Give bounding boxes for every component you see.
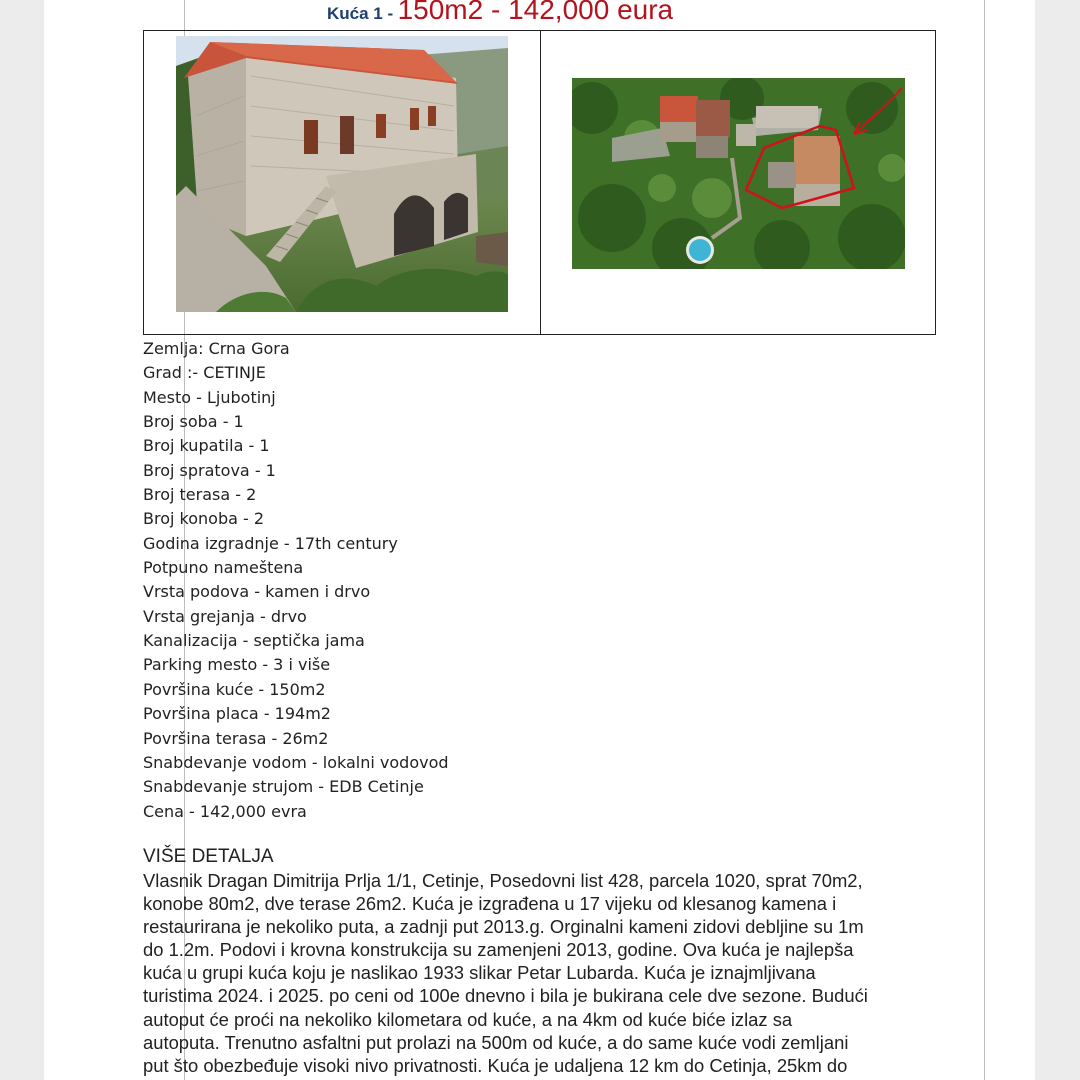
paragraph-line: restaurirana je nekoliko puta, a zadnji put 2013.g. Orginalni kameni zidovi debljine su 1m	[143, 916, 864, 938]
more-details-heading: VIŠE DETALJA	[143, 846, 274, 867]
paragraph-line: autoput će proći na nekoliko kilometara od kuće, a na 4km od kuće biće izlaz sa	[143, 1008, 793, 1030]
detail-line: Broj konoba - 2	[143, 509, 265, 529]
more-details-body	[143, 869, 943, 1077]
paragraph-line: autoputa. Trenutno asfaltni put prolazi na 500m od kuće, a do same kuće vodi zemljani	[143, 1031, 849, 1053]
paragraph-line: do 1.2m. Podovi i krovna konstrukcija su zamenjeni 2013, godine. Ova kuća je najlepša	[143, 939, 854, 961]
property-details	[143, 337, 449, 824]
detail-line: Vrsta podova - kamen i drvo	[143, 582, 371, 602]
detail-line: Mesto - Ljubotinj	[143, 387, 276, 407]
document-page	[44, 0, 1035, 1080]
detail-line: Broj terasa - 2	[143, 485, 257, 505]
listing-title-price: 150m2 - 142,000 eura	[397, 0, 674, 25]
photo-table	[143, 30, 936, 335]
paragraph-line: Vlasnik Dragan Dimitrija Prlja 1/1, Cetinje, Posedovni list 428, parcela 1020, sprat 70m2,	[143, 870, 863, 891]
detail-line: Snabdevanje vodom - lokalni vodovod	[143, 752, 449, 772]
stone-house-photo	[176, 36, 508, 312]
paragraph-line: put što obezbeđuje visoki nivo privatnosti. Kuća je udaljena 12 km do Cetinja, 25km do	[143, 1054, 848, 1076]
page-margin-right	[984, 0, 985, 1080]
listing-title	[327, 0, 673, 26]
detail-line: Godina izgradnje - 17th century	[143, 533, 398, 553]
paragraph-line: kuća u grupi kuća koju je naslikao 1933 slikar Petar Lubarda. Kuća je iznajmljivana	[143, 962, 816, 984]
detail-line: Parking mesto - 3 i više	[143, 655, 331, 675]
listing-title-prefix: Kuća 1 -	[327, 4, 394, 23]
detail-line: Broj kupatila - 1	[143, 436, 270, 456]
detail-line: Površina kuće - 150m2	[143, 679, 326, 699]
detail-line: Potpuno nameštena	[143, 558, 304, 578]
detail-line: Kanalizacija - septička jama	[143, 631, 365, 651]
paragraph-line: konobe 80m2, dve terase 26m2. Kuća je izgrađena u 17 vijeku od klesanog kamena i	[143, 893, 837, 915]
paragraph-line: turistima 2024. i 2025. po ceni od 100e dnevno i bila je bukirana cele dve sezone. Budući	[143, 985, 868, 1007]
detail-line: Snabdevanje strujom - EDB Cetinje	[143, 777, 424, 797]
detail-line: Cena - 142,000 evra	[143, 801, 307, 821]
detail-line: Zemlja: Crna Gora	[143, 339, 290, 358]
detail-line: Grad :- CETINJE	[143, 363, 266, 383]
detail-line: Površina terasa - 26m2	[143, 728, 329, 748]
detail-line: Površina placa - 194m2	[143, 704, 331, 724]
detail-line: Vrsta grejanja - drvo	[143, 606, 307, 626]
photo-table-divider	[540, 31, 541, 334]
detail-line: Broj spratova - 1	[143, 460, 276, 480]
aerial-property-photo	[572, 78, 905, 269]
more-details-section	[143, 846, 943, 1077]
detail-line: Broj soba - 1	[143, 412, 244, 432]
